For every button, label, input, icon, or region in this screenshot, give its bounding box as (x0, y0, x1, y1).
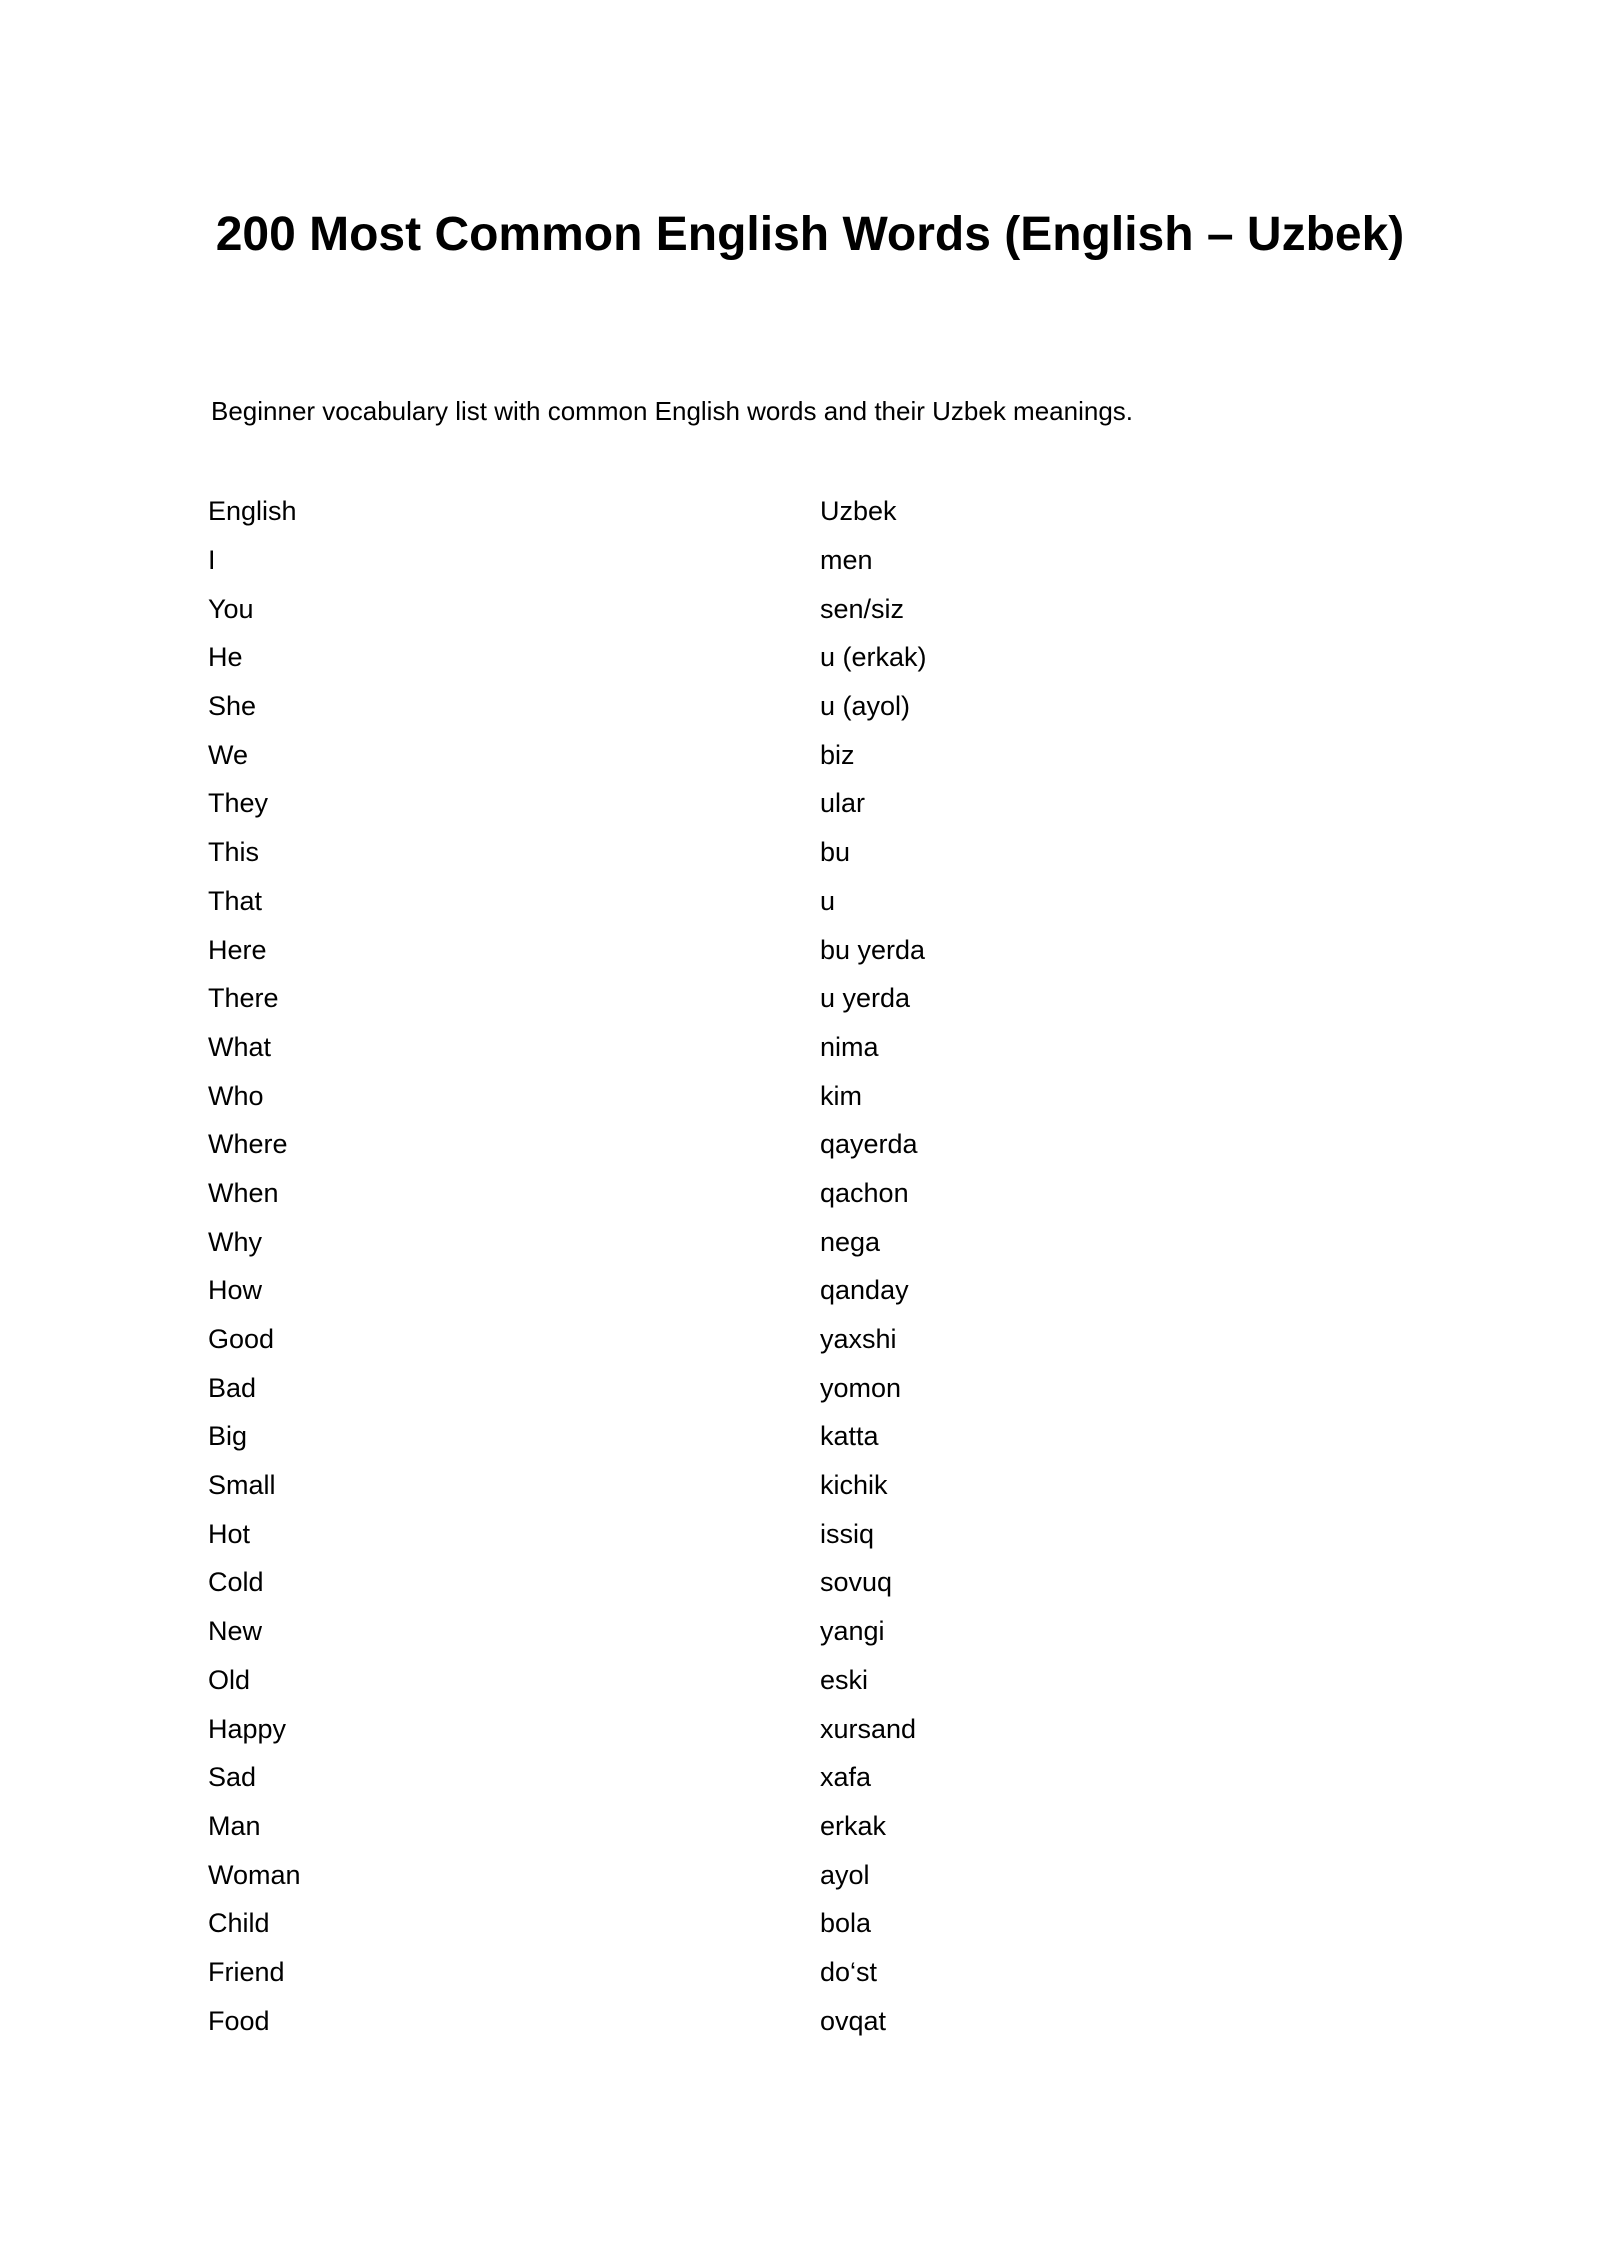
table-row (208, 1753, 1308, 1802)
uzbek-translation: bu (820, 837, 851, 868)
uzbek-translation: u (erkak) (820, 642, 927, 673)
page-title: 200 Most Common English Words (English – Uzbek) (215, 208, 1405, 261)
uzbek-translation: biz (820, 739, 855, 770)
uzbek-translation: qachon (820, 1177, 909, 1208)
table-row (208, 1217, 1308, 1266)
english-word: Sad (208, 1762, 257, 1793)
table-row (208, 1315, 1308, 1364)
english-word: Woman (208, 1859, 301, 1890)
uzbek-translation: kichik (820, 1470, 888, 1501)
english-word: Small (208, 1470, 276, 1501)
uzbek-translation: xursand (820, 1713, 917, 1744)
table-header-row (208, 487, 1308, 536)
uzbek-translation: do‘st (820, 1956, 878, 1987)
table-row (208, 1071, 1308, 1120)
table-row (208, 828, 1308, 877)
uzbek-translation: nima (820, 1031, 879, 1062)
table-row (208, 1023, 1308, 1072)
uzbek-translation: yomon (820, 1372, 902, 1403)
uzbek-translation: ovqat (820, 2005, 887, 2036)
english-word: We (208, 739, 249, 770)
table-row (208, 1363, 1308, 1412)
english-word: Where (208, 1129, 288, 1160)
uzbek-translation: u yerda (820, 983, 911, 1014)
english-word: Man (208, 1810, 261, 1841)
table-row (208, 1802, 1308, 1851)
table-row (208, 1169, 1308, 1218)
table-body (208, 536, 1308, 2045)
table-row (208, 877, 1308, 926)
english-word: Here (208, 934, 267, 965)
table-row (208, 1704, 1308, 1753)
uzbek-translation: issiq (820, 1518, 875, 1549)
uzbek-translation: sovuq (820, 1567, 893, 1598)
english-word: Bad (208, 1372, 257, 1403)
english-word: That (208, 885, 263, 916)
table-row (208, 1412, 1308, 1461)
uzbek-translation: ular (820, 788, 866, 819)
intro-text: Beginner vocabulary list with common English words and their Uzbek meanings. (211, 396, 1133, 426)
uzbek-translation: yaxshi (820, 1324, 897, 1355)
english-word: Good (208, 1324, 275, 1355)
uzbek-translation: bu yerda (820, 934, 926, 965)
uzbek-translation: qanday (820, 1275, 909, 1306)
english-word: Old (208, 1664, 251, 1695)
table-row (208, 584, 1308, 633)
english-word: There (208, 983, 279, 1014)
table-row (208, 633, 1308, 682)
english-word: She (208, 691, 257, 722)
table-row (208, 1120, 1308, 1169)
english-word: How (208, 1275, 263, 1306)
english-word: He (208, 642, 243, 673)
table-row (208, 1850, 1308, 1899)
uzbek-translation: katta (820, 1421, 879, 1452)
uzbek-column-header: Uzbek (820, 496, 897, 527)
english-word: Why (208, 1226, 262, 1257)
uzbek-translation: bola (820, 1908, 872, 1939)
english-word: This (208, 837, 260, 868)
english-word: Food (208, 2005, 270, 2036)
uzbek-translation: men (820, 545, 873, 576)
english-word: New (208, 1616, 263, 1647)
table-row (208, 1558, 1308, 1607)
table-row (208, 1607, 1308, 1656)
table-row (208, 1266, 1308, 1315)
table-row (208, 682, 1308, 731)
table-row (208, 925, 1308, 974)
english-word: Who (208, 1080, 264, 1111)
table-row (208, 1996, 1308, 2045)
table-row (208, 1948, 1308, 1997)
uzbek-translation: xafa (820, 1762, 872, 1793)
english-word: I (208, 545, 216, 576)
english-word: You (208, 593, 254, 624)
table-row (208, 536, 1308, 585)
table-row (208, 974, 1308, 1023)
english-word: Hot (208, 1518, 251, 1549)
uzbek-translation: u (820, 885, 836, 916)
table-row (208, 779, 1308, 828)
vocabulary-table (208, 487, 1308, 2045)
english-word: Cold (208, 1567, 264, 1598)
table-row (208, 1899, 1308, 1948)
uzbek-translation: sen/siz (820, 593, 905, 624)
uzbek-translation: erkak (820, 1810, 887, 1841)
english-word: Child (208, 1908, 270, 1939)
english-word: They (208, 788, 269, 819)
english-word: When (208, 1177, 279, 1208)
table-row (208, 1509, 1308, 1558)
uzbek-translation: u (ayol) (820, 691, 911, 722)
english-word: Friend (208, 1956, 285, 1987)
table-row (208, 1461, 1308, 1510)
uzbek-translation: qayerda (820, 1129, 918, 1160)
table-row (208, 1656, 1308, 1705)
uzbek-translation: yangi (820, 1616, 885, 1647)
english-column-header: English (208, 496, 297, 527)
table-row (208, 730, 1308, 779)
english-word: Happy (208, 1713, 287, 1744)
uzbek-translation: ayol (820, 1859, 870, 1890)
english-word: What (208, 1031, 272, 1062)
uzbek-translation: eski (820, 1664, 869, 1695)
uzbek-translation: nega (820, 1226, 881, 1257)
uzbek-translation: kim (820, 1080, 862, 1111)
english-word: Big (208, 1421, 248, 1452)
